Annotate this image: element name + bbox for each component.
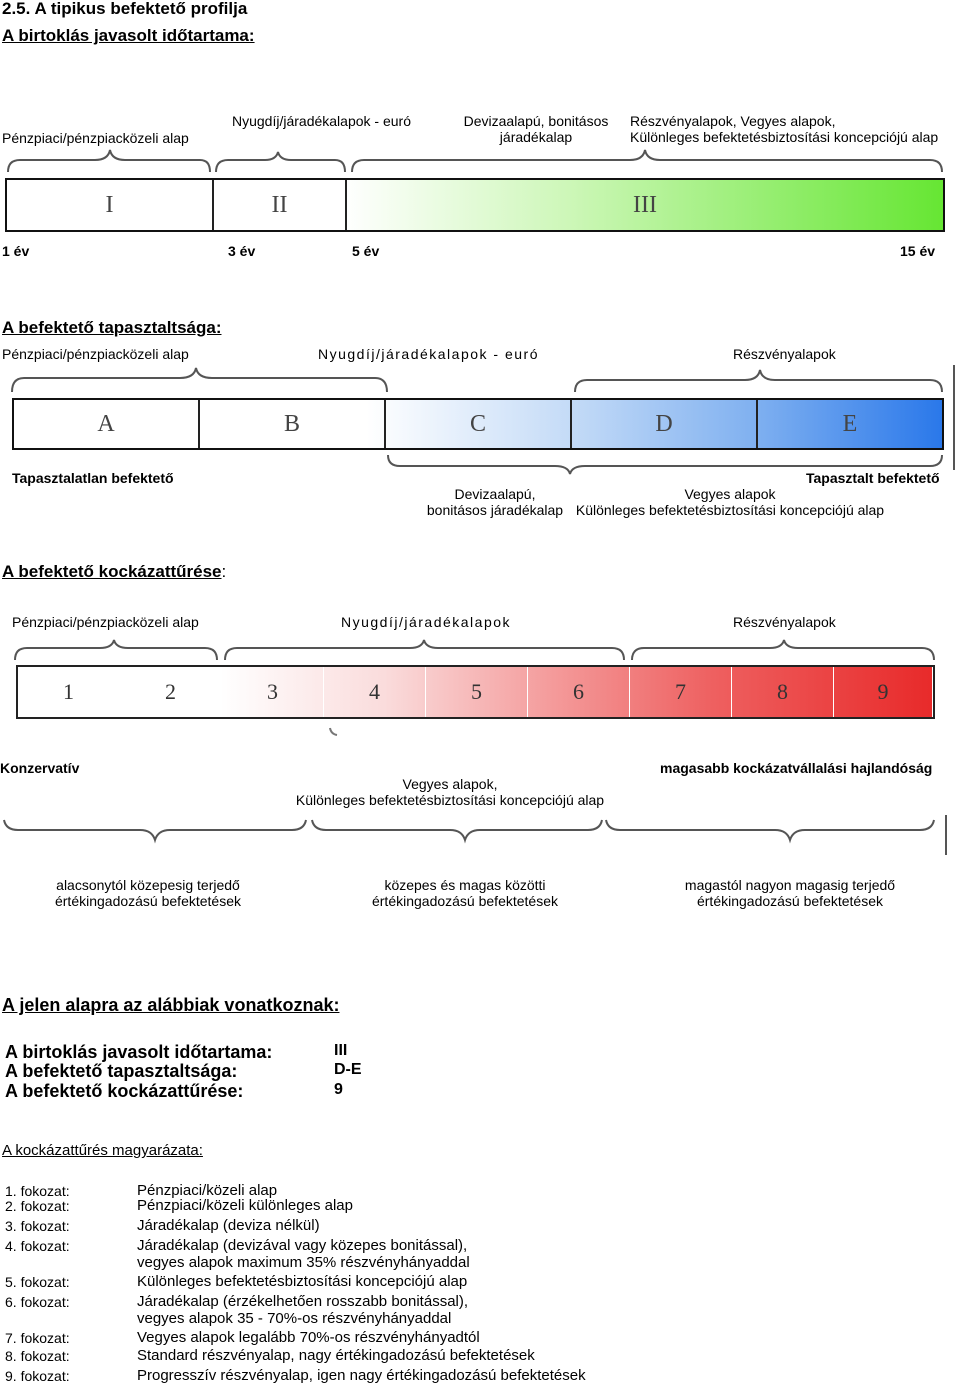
explanation-heading: A kockázattűrés magyarázata: <box>2 1142 203 1159</box>
risk-segment-9: 9 <box>834 667 933 717</box>
year-label-1: 1 év <box>2 243 30 259</box>
holding-label-pension: Nyugdíj/járadékalapok - euró <box>232 113 411 129</box>
holding-label-fx-bond-line1: Devizaalapú, bonitásos <box>463 113 609 129</box>
level-2-text: Pénzpiaci/közeli különleges alap <box>137 1197 353 1214</box>
risk-high-label <box>660 877 920 909</box>
experience-fx-bond-line2: bonitásos járadékalap <box>426 502 564 518</box>
level-8-text: Standard részvényalap, nagy értékingadozású befektetések <box>137 1347 535 1364</box>
risk-mixed-line1: Vegyes alapok, <box>402 776 498 792</box>
level-2-label: 2. fokozat: <box>5 1198 70 1214</box>
experience-label-money-market: Pénzpiaci/pénzpiacközeli alap <box>2 346 189 362</box>
risk-low-label <box>28 877 268 909</box>
experience-segment-d: D <box>572 400 758 448</box>
holding-heading: A birtoklás javasolt időtartama: <box>2 26 255 45</box>
experienced-label: Tapasztalt befektető <box>806 470 940 486</box>
higher-risk-label: magasabb kockázatvállalási hajlandóság <box>660 760 933 776</box>
risk-segment-2: 2 <box>120 667 222 717</box>
fund-holding-label: A birtoklás javasolt időtartama: <box>5 1042 273 1062</box>
risk-segment-7: 7 <box>630 667 732 717</box>
level-6-text-line2: vegyes alapok 35 - 70%-os részvényhányaddal <box>137 1310 452 1327</box>
inexperienced-label: Tapasztalatlan befektető <box>12 470 174 486</box>
level-5-text: Különleges befektetésbiztosítási koncepciójú alap <box>137 1273 468 1290</box>
risk-segment-4: 4 <box>324 667 426 717</box>
risk-mixed-line2: Különleges befektetésbiztosítási koncepciójú alap <box>295 792 605 808</box>
section-title: 2.5. A tipikus befektető profilja <box>2 0 248 18</box>
level-4-text: Járadékalap (devizával vagy közepes bonitással), <box>137 1237 468 1254</box>
risk-heading-colon: : <box>221 562 227 581</box>
fund-experience-label: A befektető tapasztaltsága: <box>5 1061 238 1081</box>
risk-low-line1: alacsonytól közepesig terjedő <box>56 877 240 893</box>
level-3-text: Járadékalap (deviza nélkül) <box>137 1217 320 1234</box>
holding-label-equity-line2: Különleges befektetésbiztosítási koncepciójú alap <box>630 129 939 145</box>
risk-high-line1: magastól nagyon magasig terjedő <box>684 877 896 893</box>
risk-segment-6: 6 <box>528 667 630 717</box>
risk-segment-8: 8 <box>732 667 834 717</box>
fund-holding-value: III <box>334 1042 348 1059</box>
holding-segment-ii: II <box>214 180 347 230</box>
level-5-label: 5. fokozat: <box>5 1274 70 1290</box>
experience-label-equity: Részvényalapok <box>733 346 836 362</box>
experience-mixed-line2: Különleges befektetésbiztosítási koncepciójú alap <box>575 502 885 518</box>
level-3-label: 3. fokozat: <box>5 1218 70 1234</box>
risk-segment-5: 5 <box>426 667 528 717</box>
conservative-label: Konzervatív <box>0 760 80 776</box>
level-6-label: 6. fokozat: <box>5 1294 70 1310</box>
level-8-label: 8. fokozat: <box>5 1348 70 1364</box>
risk-mid-line1: közepes és magas közötti <box>384 877 546 893</box>
fund-heading: A jelen alapra az alábbiak vonatkoznak: <box>2 995 340 1015</box>
fund-risk-value: 9 <box>334 1081 343 1098</box>
risk-label-equity: Részvényalapok <box>733 614 836 630</box>
holding-segment-iii: III <box>633 191 657 218</box>
level-4-text-line2: vegyes alapok maximum 35% részvényhányaddal <box>137 1254 470 1271</box>
risk-label-pension: Nyugdíj/járadékalapok <box>341 614 512 630</box>
level-7-text: Vegyes alapok legalább 70%-os részvényhányadtól <box>137 1329 480 1346</box>
year-label-5: 5 év <box>352 243 380 259</box>
risk-high-line2: értékingadozású befektetések <box>696 893 883 909</box>
level-6-text: Járadékalap (érzékelhetően rosszabb bonitással), <box>137 1293 469 1310</box>
risk-mid-label <box>345 877 585 909</box>
fund-risk-label: A befektető kockázattűrése: <box>5 1081 244 1101</box>
risk-label-money-market: Pénzpiaci/pénzpiacközeli alap <box>12 614 199 630</box>
experience-label-pension: Nyugdíj/járadékalapok - euró <box>318 346 539 362</box>
holding-label-equity-line1: Részvényalapok, Vegyes alapok, <box>630 113 836 129</box>
level-7-label: 7. fokozat: <box>5 1330 70 1346</box>
risk-heading-text: A befektető kockázattűrése <box>2 562 222 581</box>
experience-fx-bond-line1: Devizaalapú, <box>454 486 536 502</box>
experience-segment-a: A <box>14 400 200 448</box>
risk-segment-3: 3 <box>222 667 324 717</box>
level-1-text: Pénzpiaci/közeli alap <box>137 1182 278 1199</box>
experience-mixed-line1: Vegyes alapok <box>684 486 776 502</box>
year-label-3: 3 év <box>228 243 256 259</box>
fund-experience-value: D-E <box>334 1061 362 1078</box>
holding-label-money-market: Pénzpiaci/pénzpiacközeli alap <box>2 130 189 146</box>
risk-mid-line2: értékingadozású befektetések <box>371 893 558 909</box>
level-9-label: 9. fokozat: <box>5 1368 70 1384</box>
holding-label-fx-bond-line2: járadékalap <box>499 129 573 145</box>
experience-segment-e: E <box>842 410 858 437</box>
experience-heading: A befektető tapasztaltsága: <box>2 318 222 337</box>
risk-low-line2: értékingadozású befektetések <box>54 893 241 909</box>
level-1-label: 1. fokozat: <box>5 1183 70 1199</box>
holding-segment-i: I <box>7 180 214 230</box>
year-label-15: 15 év <box>900 243 936 259</box>
experience-segment-b: B <box>200 400 386 448</box>
experience-segment-c: C <box>386 400 572 448</box>
level-9-text: Progresszív részvényalap, igen nagy értékingadozású befektetések <box>137 1367 586 1384</box>
level-4-label: 4. fokozat: <box>5 1238 70 1254</box>
risk-segment-1: 1 <box>18 667 120 717</box>
